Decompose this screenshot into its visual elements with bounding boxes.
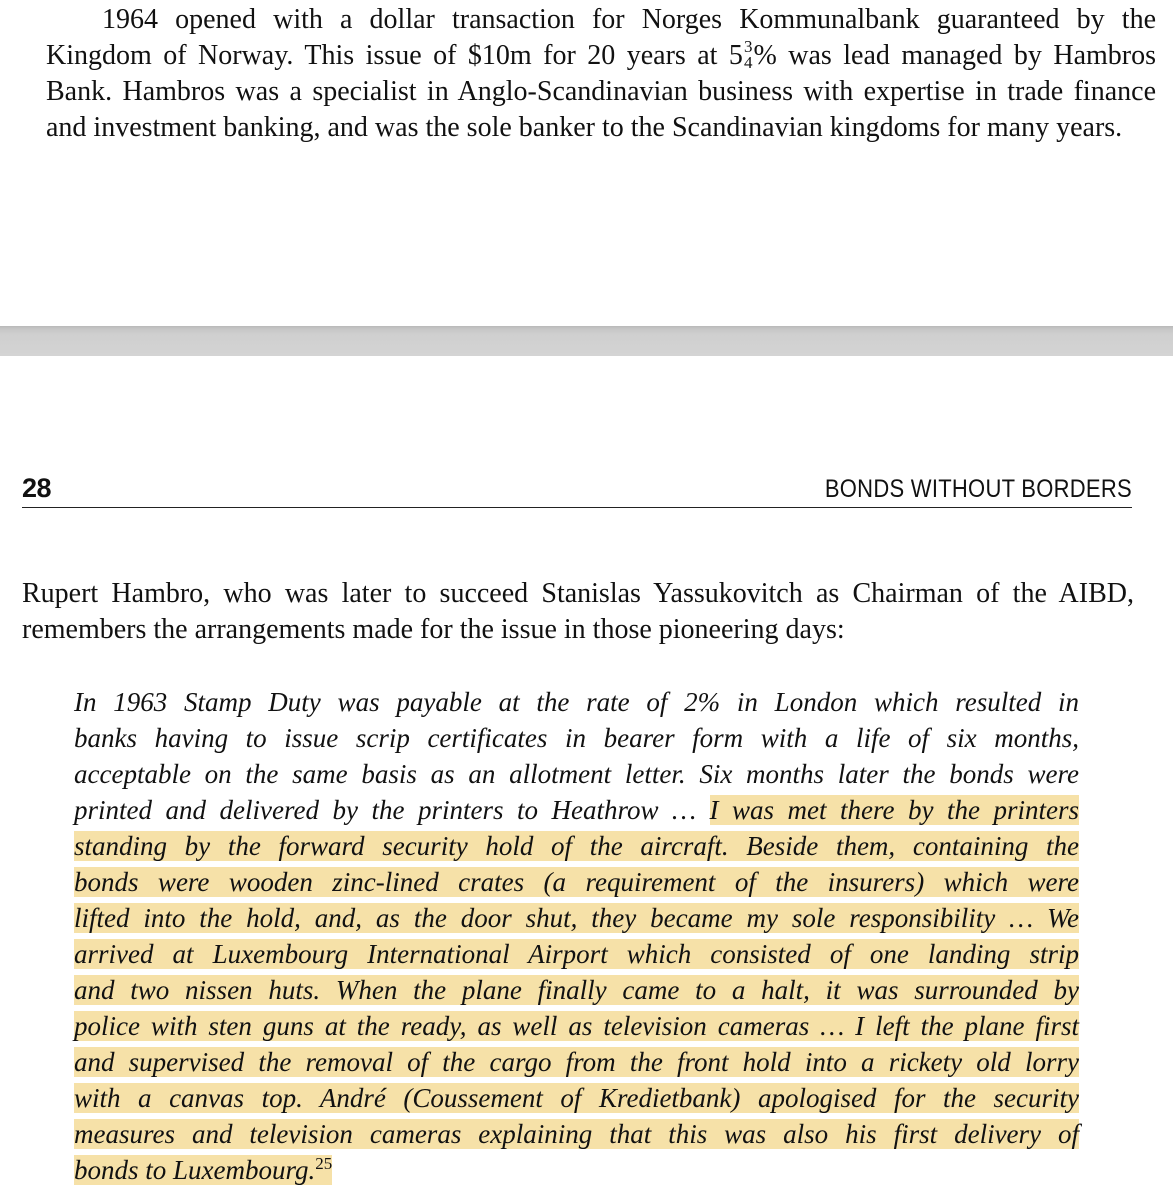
highlighted-text: arrived at Luxembourg International Airport which consisted of one landing strip bbox=[74, 939, 1079, 969]
quote-line: printed and delivered by the printers to Heathrow … I was met there by the printers bbox=[74, 795, 1079, 825]
block-quote bbox=[74, 684, 1079, 1188]
quote-line bbox=[74, 1080, 1079, 1116]
highlighted-text: I was met there by the printers bbox=[709, 795, 1079, 825]
quote-line bbox=[74, 864, 1079, 900]
highlighted-text: lifted into the hold, and, as the door shut, they became my sole responsibility … We bbox=[74, 903, 1079, 933]
upper-page bbox=[0, 0, 1173, 326]
quote-line bbox=[74, 1044, 1079, 1080]
quote-line bbox=[74, 1116, 1079, 1152]
running-header bbox=[22, 473, 1132, 508]
quote-line bbox=[74, 828, 1079, 864]
quote-line bbox=[74, 900, 1079, 936]
quote-line: banks having to issue scrip certificates in bearer form with a life of six months, bbox=[74, 723, 1079, 753]
top-paragraph-text-2: % was lead managed by Hambros Bank. Hambros was a specialist in Anglo-Scandinavian business with expertise in trade finance and investment banking, and was the sole banker to the Scandinavian kingdoms for many years. bbox=[46, 40, 1156, 143]
highlighted-text: bonds to Luxembourg.$^{25}$ bbox=[74, 1154, 333, 1185]
highlighted-text: measures and television cameras explaining that this was also his first delivery of bbox=[74, 1119, 1079, 1149]
highlighted-text: and two nissen huts. When the plane finally came to a halt, it was surrounded by bbox=[74, 975, 1079, 1005]
page-separator bbox=[0, 326, 1173, 356]
quote-line bbox=[74, 1152, 1079, 1188]
fraction-three-quarters: 3 4 bbox=[743, 36, 753, 72]
top-paragraph bbox=[46, 2, 1156, 146]
top-paragraph-text-1: 1964 opened with a dollar transaction for Norges Kommunalbank guaranteed by the Kingdom of Norway. This issue of $10m for 20 years at 5 bbox=[46, 4, 1156, 71]
quote-line: acceptable on the same basis as an allotment letter. Six months later the bonds were bbox=[74, 759, 1079, 789]
book-title: BONDS WITHOUT BORDERS bbox=[824, 475, 1132, 503]
highlighted-text: police with sten guns at the ready, as well as television cameras … I left the plane first bbox=[74, 1011, 1079, 1041]
quote-line: In 1963 Stamp Duty was payable at the rate of 2% in London which resulted in bbox=[74, 687, 1079, 717]
highlighted-text: and supervised the removal of the cargo from the front hold into a rickety old lorry bbox=[74, 1047, 1079, 1077]
page-number: 28 bbox=[22, 473, 52, 503]
quote-line bbox=[74, 972, 1079, 1008]
quote-line bbox=[74, 936, 1079, 972]
footnote-marker: 25 bbox=[315, 1154, 333, 1173]
highlighted-text: bonds were wooden zinc-lined crates (a requirement of the insurers) which were bbox=[74, 867, 1079, 897]
lead-paragraph: Rupert Hambro, who was later to succeed Stanislas Yassukovitch as Chairman of the AIBD, remembers the arrangements made for the issue in those pioneering days: bbox=[22, 578, 1134, 645]
quote-line bbox=[74, 1008, 1079, 1044]
highlighted-text: with a canvas top. André (Coussement of Kredietbank) apologised for the security bbox=[74, 1083, 1079, 1113]
highlighted-text: standing by the forward security hold of the aircraft. Beside them, containing the bbox=[74, 831, 1079, 861]
